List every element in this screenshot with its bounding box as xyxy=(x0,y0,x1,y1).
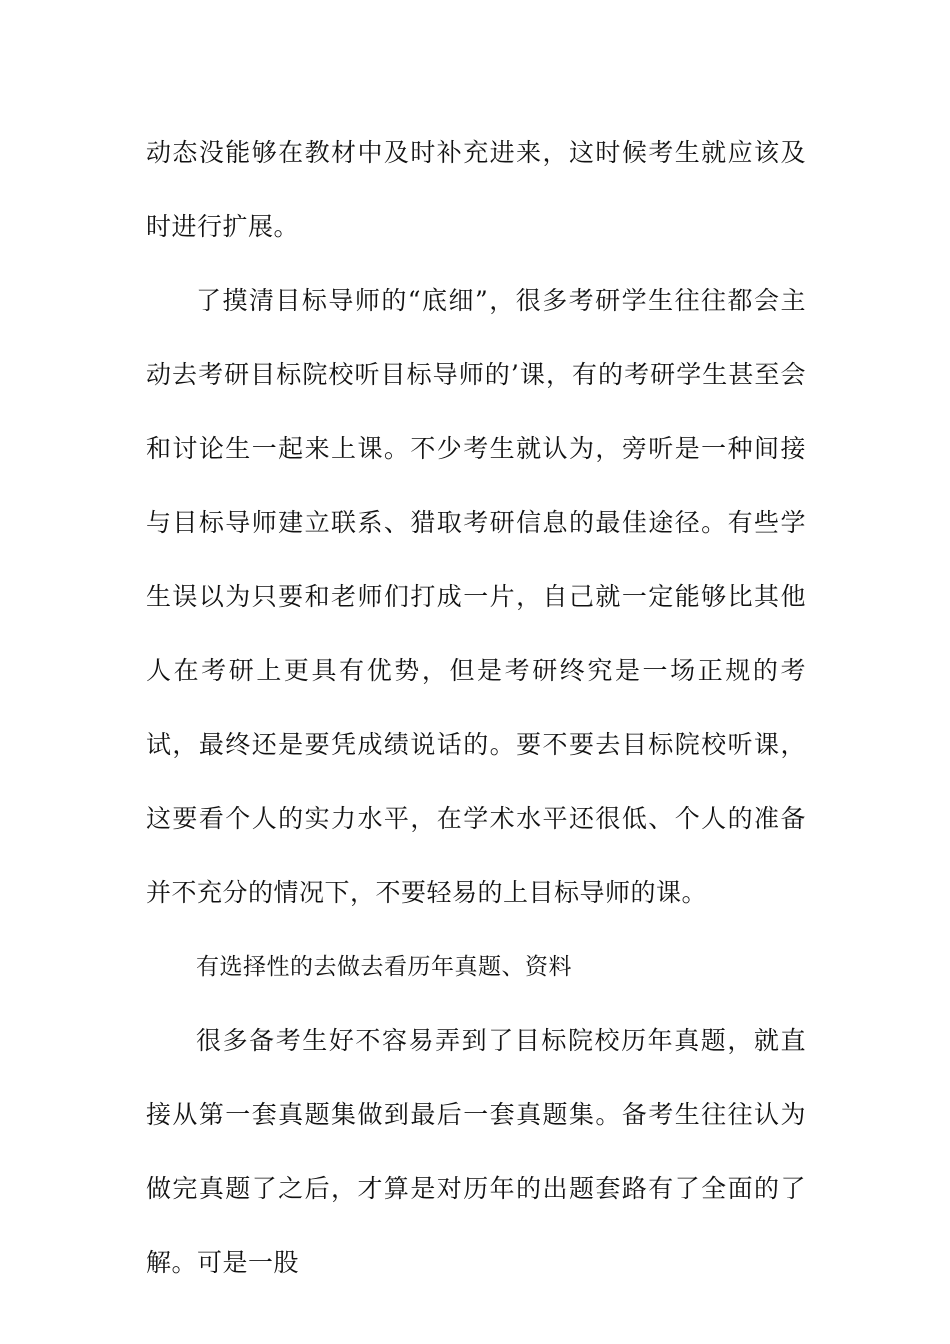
paragraph-continuation: 动态没能够在教材中及时补充进来，这时候考生就应该及时进行扩展。 xyxy=(146,138,806,241)
paragraph-advisor-lectures: 了摸清目标导师的“底细”，很多考研学生往往都会主动去考研目标院校听目标导师的’课，有的考研学生甚至会和讨论生一起来上课。不少考生就认为，旁听是一种间接与目标导师建立联系、猎取考研信息的最佳途径。有些学生误以为只要和老师们打成一片，自己就一定能够比其他人在考研上更具有优势，但是考研终究是一场正规的考试，最终还是要凭成绩说话的。要不要去目标院校听课，这要看个人的实力水平，在学术水平还很低、个人的准备并不充分的情况下，不要轻易的上目标导师的课。 xyxy=(146,286,806,907)
document-body xyxy=(146,116,806,1300)
section-heading-past-exams: 有选择性的去做去看历年真题、资料 xyxy=(196,954,572,980)
paragraph-past-exams: 很多备考生好不容易弄到了目标院校历年真题，就直接从第一套真题集做到最后一套真题集。备考生往往认为做完真题了之后，才算是对历年的出题套路有了全面的了解。可是一股 xyxy=(146,1026,806,1277)
